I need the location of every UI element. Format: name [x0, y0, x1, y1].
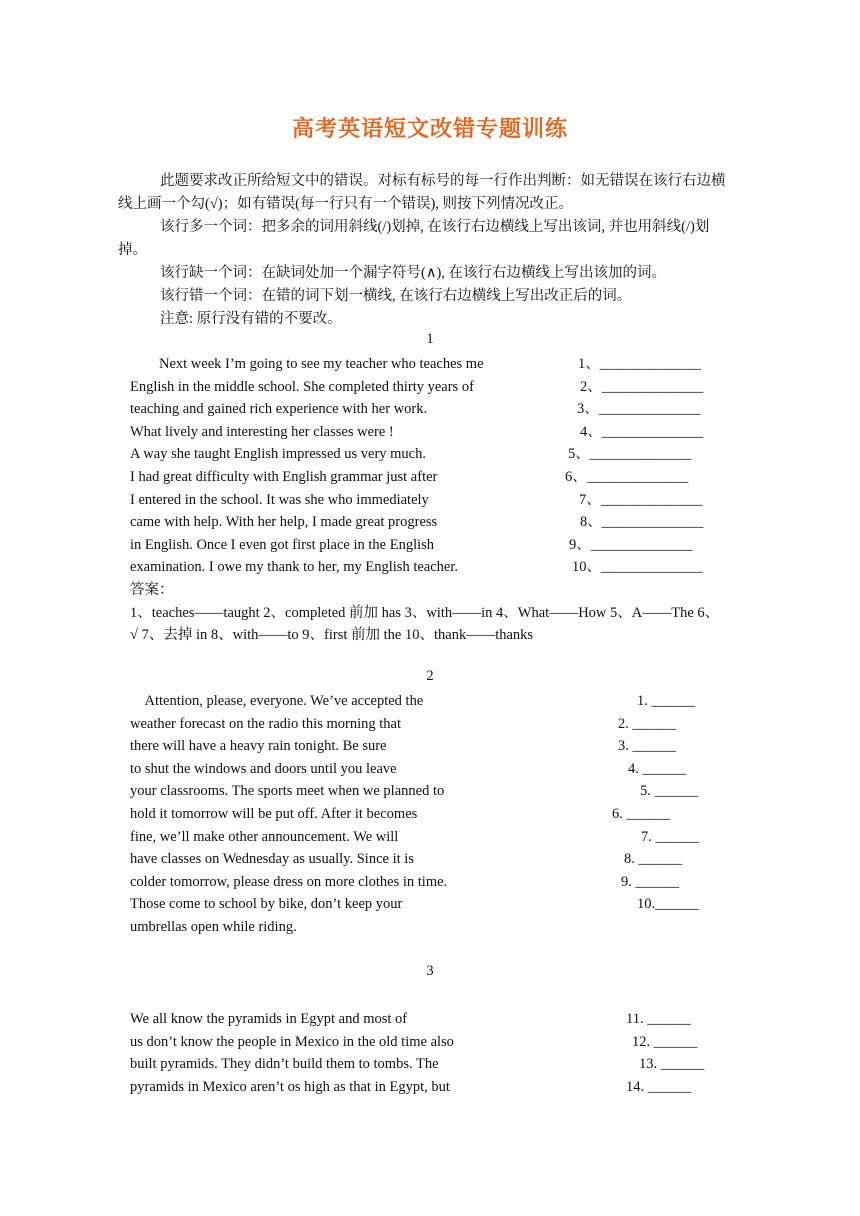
answer-blank[interactable]: 9. ______	[621, 873, 679, 890]
passage-line	[130, 489, 770, 512]
line-text: Those come to school by bike, don’t keep your	[130, 896, 403, 913]
passage-2	[130, 690, 770, 939]
instruction-paragraph: 该行错一个词：在错的词下划一横线, 在该行右边横线上写出改正后的词。	[160, 288, 632, 304]
section-number: 1	[426, 331, 434, 347]
line-text: I had great difficulty with English grammar just after	[130, 468, 438, 485]
line-text: I entered in the school. It was she who immediately	[130, 491, 429, 508]
answer-blank[interactable]: 7. ______	[641, 828, 699, 845]
answer-blank[interactable]: 3、______________	[577, 401, 701, 418]
line-text: English in the middle school. She completed thirty years of	[130, 378, 474, 395]
section-number: 3	[426, 963, 434, 979]
answer-blank[interactable]: 1、______________	[578, 356, 702, 372]
answer-key	[130, 579, 750, 647]
passage-line	[130, 353, 770, 376]
passage-line	[130, 758, 770, 781]
answer-blank[interactable]: 2、______________	[580, 378, 704, 395]
answer-blank[interactable]: 9、______________	[569, 536, 693, 553]
answer-blank[interactable]: 8、______________	[580, 514, 704, 531]
line-text: there will have a heavy rain tonight. Be sure	[130, 738, 387, 755]
passage-line	[130, 713, 770, 736]
answer-blank[interactable]: 6、______________	[565, 468, 689, 485]
passage-line	[130, 466, 770, 489]
passage-line	[130, 803, 770, 826]
passage-line	[130, 511, 770, 534]
passage-3	[130, 1008, 770, 1098]
line-text: hold it tomorrow will be put off. After it becomes	[130, 805, 418, 822]
passage-line	[130, 826, 770, 849]
answer-blank[interactable]: 4. ______	[628, 760, 686, 777]
line-text: built pyramids. They didn’t build them to tombs. The	[130, 1056, 439, 1073]
passage-line	[130, 534, 770, 557]
passage-line	[130, 376, 770, 399]
line-text: A way she taught English impressed us very much.	[130, 446, 426, 463]
passage-line	[130, 398, 770, 421]
passage-line	[130, 421, 770, 444]
line-text: to shut the windows and doors until you leave	[130, 760, 397, 777]
line-text: teaching and gained rich experience with her work.	[130, 401, 428, 418]
passage-line	[130, 1008, 770, 1031]
passage-1	[130, 353, 770, 579]
instruction-paragraph: 该行多一个词：把多余的词用斜线(/)划掉, 在该行右边横线上写出该词, 并也用斜线(/)划掉。	[118, 219, 710, 258]
passage-line	[130, 443, 770, 466]
passage-line	[130, 1076, 770, 1099]
line-text: Attention, please, everyone. We’ve accepted the	[130, 693, 424, 709]
answer-blank[interactable]: 10.______	[637, 896, 699, 913]
document-title: 高考英语短文改错专题训练	[291, 116, 568, 141]
answer-blank[interactable]: 4、______________	[580, 423, 704, 440]
passage-line	[130, 735, 770, 758]
answer-blank[interactable]: 10、______________	[572, 559, 703, 576]
answer-blank[interactable]: 13. ______	[639, 1056, 705, 1073]
passage-line	[130, 1053, 770, 1076]
line-text: came with help. With her help, I made great progress	[130, 514, 438, 531]
passage-line	[130, 780, 770, 803]
answer-blank[interactable]: 3. ______	[618, 738, 676, 755]
answer-blank[interactable]: 5. ______	[640, 783, 698, 800]
passage-line	[130, 1031, 770, 1054]
answer-blank[interactable]: 12. ______	[632, 1033, 698, 1050]
passage-line	[130, 916, 770, 939]
line-text: Next week I’m going to see my teacher who teaches me	[130, 356, 484, 372]
line-text: pyramids in Mexico aren’t os high as that in Egypt, but	[130, 1078, 450, 1095]
section-number: 2	[426, 668, 434, 684]
answer-blank[interactable]: 11. ______	[626, 1011, 691, 1027]
answer-blank[interactable]: 14. ______	[626, 1078, 692, 1095]
answer-blank[interactable]: 1. ______	[637, 693, 695, 709]
passage-line	[130, 690, 770, 713]
line-text: We all know the pyramids in Egypt and most of	[130, 1011, 408, 1027]
answer-blank[interactable]: 7、______________	[579, 491, 703, 508]
passage-line	[130, 871, 770, 894]
line-text: What lively and interesting her classes were !	[130, 423, 394, 440]
instructions	[118, 170, 738, 331]
answer-blank[interactable]: 6. ______	[612, 805, 670, 822]
line-text: colder tomorrow, please dress on more clothes in time.	[130, 873, 448, 890]
instruction-paragraph: 该行缺一个词：在缺词处加一个漏字符号(∧), 在该行右边横线上写出该加的词。	[160, 265, 667, 281]
passage-line	[130, 848, 770, 871]
line-text: have classes on Wednesday as usually. Since it is	[130, 851, 414, 868]
line-text: us don’t know the people in Mexico in the old time also	[130, 1033, 454, 1050]
line-text: fine, we’ll make other announcement. We will	[130, 828, 399, 845]
instruction-paragraph: 注意: 原行没有错的不要改。	[160, 311, 342, 327]
answer-label: 答案：	[130, 582, 174, 598]
instruction-paragraph: 此题要求改正所给短文中的错误。对标有标号的每一行作出判断：如无错误在该行右边横线上画一个勾(√)；如有错误(每一行只有一个错误), 则按下列情况改正。	[118, 173, 726, 212]
passage-line	[130, 893, 770, 916]
line-text: your classrooms. The sports meet when we planned to	[130, 783, 445, 800]
line-text: in English. Once I even got first place in the English	[130, 536, 435, 553]
answer-line: 1、teaches——taught 2、completed 前加 has 3、with——in 4、What——How 5、A——The 6、	[130, 604, 720, 621]
answer-blank[interactable]: 2. ______	[618, 715, 676, 732]
line-text: examination. I owe my thank to her, my English teacher.	[130, 559, 458, 576]
line-text: umbrellas open while riding.	[130, 918, 297, 935]
passage-line	[130, 556, 770, 579]
line-text: weather forecast on the radio this morning that	[130, 715, 401, 732]
answer-line: √ 7、去掉 in 8、with——to 9、first 前加 the 10、thank——thanks	[130, 627, 534, 644]
answer-blank[interactable]: 8. ______	[624, 851, 682, 868]
answer-blank[interactable]: 5、______________	[568, 446, 692, 463]
